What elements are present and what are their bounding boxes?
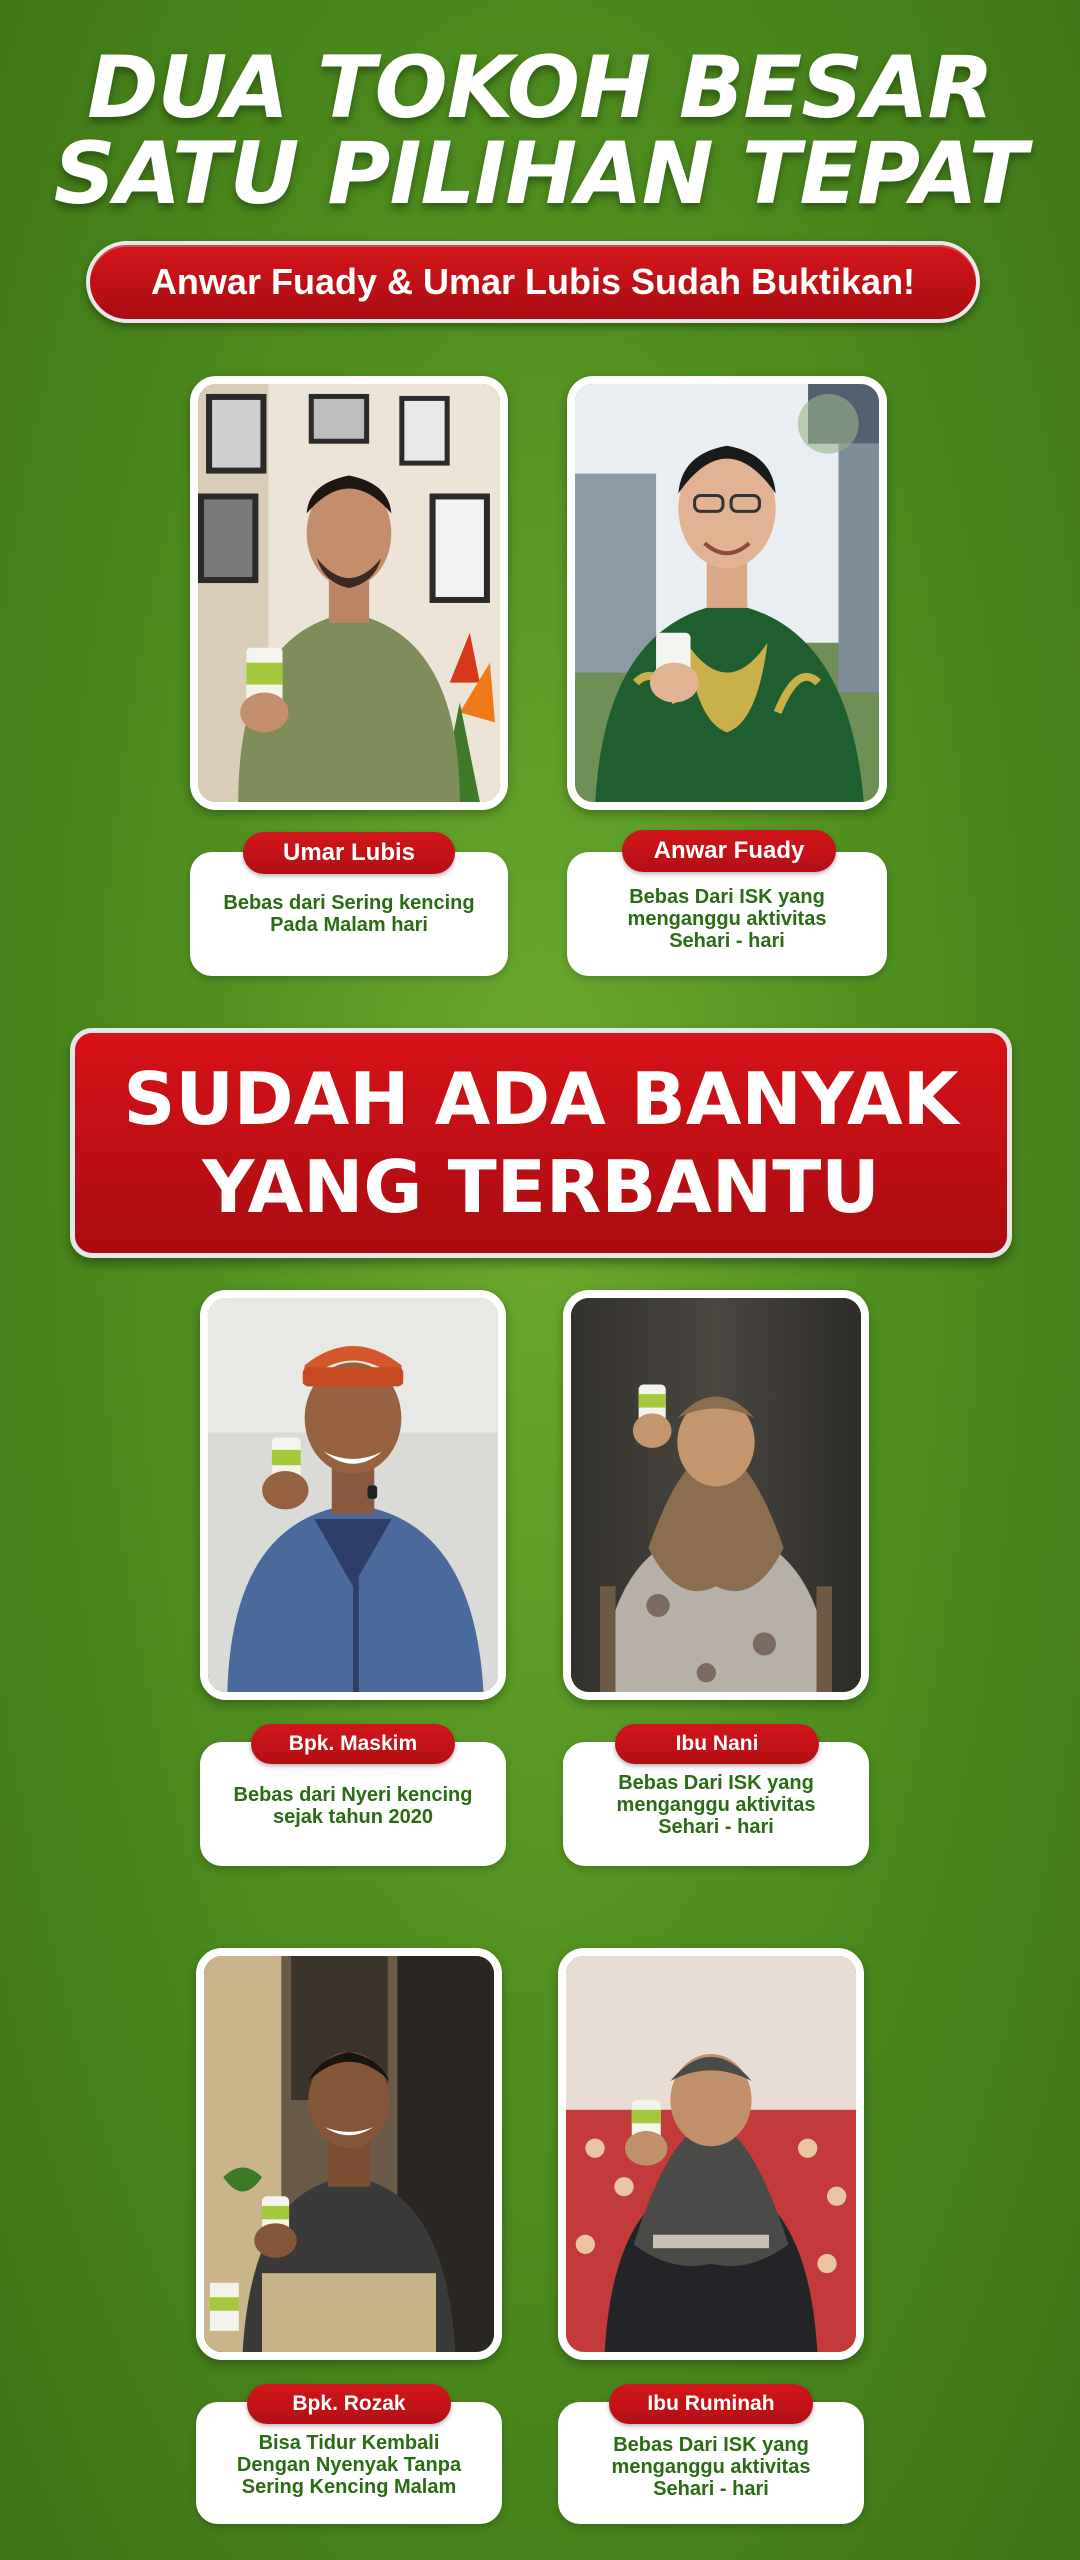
banner-line-1: SUDAH ADA BANYAK xyxy=(123,1057,959,1141)
name-label: Umar Lubis xyxy=(282,839,416,866)
name-tag-ibu-nani xyxy=(615,1724,819,1764)
caption-line: Sehari - hari xyxy=(658,1816,774,1838)
photo-bpk-maskim xyxy=(200,1290,506,1700)
caption-line: Sehari - hari xyxy=(669,930,785,952)
caption-line: Bebas Dari ISK yang xyxy=(629,886,825,908)
name-label: Ibu Ruminah xyxy=(647,2392,775,2415)
name-tag-ibu-ruminah xyxy=(609,2384,813,2424)
name-label: Anwar Fuady xyxy=(653,837,805,864)
photo-anwar-fuady xyxy=(567,376,887,810)
name-label: Ibu Nani xyxy=(675,1732,759,1755)
caption-line: sejak tahun 2020 xyxy=(272,1806,434,1828)
name-tag-bpk-maskim xyxy=(251,1724,455,1764)
banner-sudah-ada-banyak xyxy=(70,1028,1012,1258)
headline-line-1: DUA TOKOH BESAR xyxy=(87,38,993,138)
caption-line: Sering Kencing Malam xyxy=(241,2476,457,2498)
name-tag-umar-lubis xyxy=(243,832,455,874)
photo-ibu-ruminah xyxy=(558,1948,864,2360)
caption-line: Bebas dari Sering kencing xyxy=(223,892,475,914)
headline-line-2: SATU PILIHAN TEPAT xyxy=(53,124,1027,224)
caption-line: menganggu aktivitas xyxy=(611,2456,811,2478)
caption-line: Bebas Dari ISK yang xyxy=(613,2434,809,2456)
caption-line: Bebas dari Nyeri kencing xyxy=(233,1784,473,1806)
subheadline-text: Anwar Fuady & Umar Lubis Sudah Buktikan! xyxy=(150,261,916,302)
name-tag-anwar-fuady xyxy=(622,830,836,872)
name-label: Bpk. Rozak xyxy=(292,2392,406,2415)
caption-line: menganggu aktivitas xyxy=(616,1794,816,1816)
caption-line: Pada Malam hari xyxy=(270,914,428,936)
caption-line: Dengan Nyenyak Tanpa xyxy=(236,2454,462,2476)
photo-bpk-rozak xyxy=(196,1948,502,2360)
name-tag-bpk-rozak xyxy=(247,2384,451,2424)
photo-umar-lubis xyxy=(190,376,508,810)
caption-line: Sehari - hari xyxy=(653,2478,769,2500)
name-label: Bpk. Maskim xyxy=(288,1732,418,1755)
photo-ibu-nani xyxy=(563,1290,869,1700)
caption-line: Bebas Dari ISK yang xyxy=(618,1772,814,1794)
caption-line: menganggu aktivitas xyxy=(627,908,827,930)
caption-line: Bisa Tidur Kembali xyxy=(258,2432,440,2454)
subheadline-pill xyxy=(86,241,980,323)
banner-line-2: YANG TERBANTU xyxy=(202,1145,880,1229)
